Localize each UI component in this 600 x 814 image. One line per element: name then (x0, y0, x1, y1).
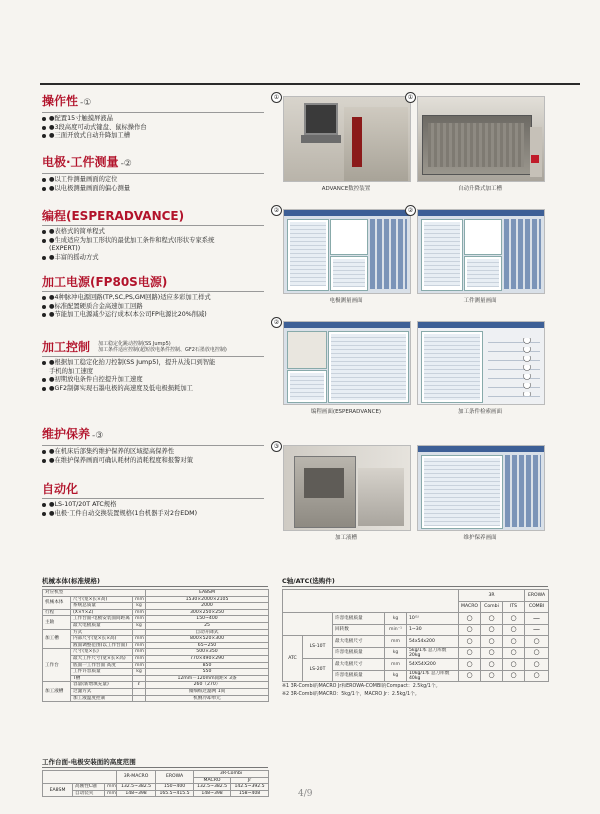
table-cell: 最大电极尺寸 (333, 659, 385, 671)
bullet-item: ●三面开放式自动升降加工槽 (42, 132, 264, 141)
table-cell: kg (385, 647, 407, 659)
table-group-cell: 机械本体 (43, 596, 71, 609)
table-row (283, 659, 549, 671)
table-row (43, 695, 269, 702)
figure-number: ② (405, 205, 416, 216)
maintenance-screen (417, 445, 545, 531)
table-cell: kg (133, 669, 146, 676)
support-mark: ○ (481, 647, 503, 659)
support-mark: ○ (481, 670, 503, 682)
divider (42, 586, 268, 587)
table-cell: Combi (481, 601, 503, 613)
table-cell: 54X54X200 (407, 659, 459, 671)
figure-caption: 工件测量画面 (463, 298, 497, 304)
support-mark: ○ (525, 670, 549, 682)
table-cell: 尺寸(宽×长) (71, 649, 133, 656)
table-cell (43, 771, 117, 784)
support-mark: ○ (481, 659, 503, 671)
divider (42, 767, 268, 768)
support-mark: ○ (481, 613, 503, 625)
table-cell: 最大电极质量 (71, 622, 133, 629)
table-cell: min⁻¹ (385, 624, 407, 636)
table-cell: 回转数 (333, 624, 385, 636)
table-row (43, 590, 269, 597)
figure-caption: 加工条件检索画面 (457, 409, 502, 415)
table-cell: 内部尺寸(宽×长×高) (71, 636, 133, 643)
table-cell: 过滤方式 (71, 688, 133, 695)
machine-spec-table (42, 589, 269, 702)
table-cell: 12mm－120mm间距× 3条 (146, 675, 269, 682)
support-mark: — (525, 613, 549, 625)
bullet-item: ●根据加工稳定化抬刀控制(SS Jump5)，提升从浅口到智能 (42, 359, 264, 368)
table-row (43, 622, 269, 629)
table-cell: EROWA (525, 590, 549, 602)
table-cell: 3R (459, 590, 525, 602)
figure-ref: -① (80, 98, 92, 108)
table-group-cell: 加工槽 (43, 629, 71, 649)
table-row (43, 636, 269, 643)
support-mark: ○ (459, 647, 481, 659)
table-cell: mm (385, 636, 407, 648)
table-row (283, 590, 549, 602)
table-group-cell: 行程 (43, 609, 71, 616)
page-number: 4/9 (298, 789, 313, 799)
table-cell: EA8SM (146, 590, 269, 597)
section-measure (42, 155, 264, 193)
figure-ref: -③ (92, 431, 104, 441)
table-cell: 54x54x200 (407, 636, 459, 648)
c-table-title: C轴/ATC(选购件) (282, 577, 335, 585)
table-cell: 5kg/1本 总刀库数20kg (407, 647, 459, 659)
table-cell: 158~408 (231, 790, 269, 797)
bullet-item: ●以工件测量画面的定位 (42, 176, 264, 185)
table-cell: mm (133, 596, 146, 603)
table-row (43, 662, 269, 669)
table-cell: LS-10T (303, 636, 333, 659)
table-cell: kg (385, 613, 407, 625)
figure-caption: 编程画面(ESPERADVANCE) (310, 409, 382, 415)
section-title (42, 155, 264, 172)
table-cell: EA8SM (43, 784, 73, 797)
figure-caption: ADVANCE数控装置 (321, 186, 371, 192)
section-title (42, 94, 264, 111)
table-cell: mm (133, 609, 146, 616)
divider (42, 225, 264, 226)
bullet-continuation: (EXPERT)) (49, 245, 81, 253)
spec-table-title: 机械本体(标准规格) (42, 577, 100, 585)
height-table-title: 工作台面-电极安装面的高度范围 (42, 758, 136, 766)
bullet-item: ●生成适应为加工形状的最优加工条件和程式(形状专家系统 (42, 237, 264, 246)
title-text: 维护保养 (42, 427, 91, 441)
bullet-item: ●3段高度可动式键盘、鼠标操作台 (42, 124, 264, 133)
divider (42, 173, 264, 174)
section-automation (42, 482, 264, 518)
table-cell: 10kg/1本 总刀库数40kg (407, 670, 459, 682)
table-cell: 加工液温度控制 (71, 695, 133, 702)
section-title: 自动化 (42, 482, 79, 496)
table-row (43, 771, 269, 778)
table-row (43, 669, 269, 676)
table-cell: ℓ (133, 682, 146, 689)
title-text: 电极·工件测量 (42, 155, 119, 169)
figure-number: ① (271, 92, 282, 103)
section-title: 加工电源(FP80S电源) (42, 275, 168, 289)
programming-screen (283, 321, 411, 405)
height-range-table (42, 770, 269, 797)
figure-caption: 维护保养画面 (463, 535, 497, 541)
figure-caption: 加工液槽 (334, 535, 357, 541)
table-cell: 3R-Combi (194, 771, 269, 778)
table-cell (133, 675, 146, 682)
control-tag: 加工稳定化跳动控制(SS Jump5) (98, 341, 171, 347)
table-cell: 2000 (146, 603, 269, 610)
table-row (283, 636, 549, 648)
table-cell: MACRO (459, 601, 481, 613)
table-cell: 850 (146, 662, 269, 669)
table-cell: 148~398 (117, 790, 156, 797)
table-group-cell: 加工液槽 (43, 682, 71, 702)
table-cell: MACRO (194, 777, 231, 784)
condition-search-screen (417, 321, 545, 405)
table-cell: 方式 (71, 629, 133, 636)
bullet-continuation: 手机的加工速度 (49, 367, 94, 375)
section-maintenance (42, 427, 264, 465)
bullet-item: ●电极·工件自动交换装置规格(1台机器手对2台EDM) (42, 510, 264, 519)
table-footnote: ※2 3R-Combi的MACRO：5kg/1个，MACRO Jr：2.5kg/1个。 (282, 692, 420, 697)
divider (42, 112, 264, 113)
table-cell: 系统总质量 (71, 603, 133, 610)
support-mark: ○ (459, 613, 481, 625)
table-cell: 550 (146, 669, 269, 676)
table-cell: 165.5~415.5 (156, 790, 194, 797)
figure-number: ③ (271, 441, 282, 452)
table-cell: COMBI (525, 601, 549, 613)
figure-number: ② (271, 205, 282, 216)
table-cell: 132.5~382.5 (117, 784, 156, 791)
table-row (43, 688, 269, 695)
workpiece-screen (417, 209, 545, 294)
support-mark: — (525, 624, 549, 636)
control-tags (98, 341, 227, 353)
table-row (43, 616, 269, 623)
bullet-item: ●以电极测量画面的偏心测量 (42, 185, 264, 194)
section-title: 编程(ESPERADVANCE) (42, 209, 185, 223)
table-cell: 10⁽¹⁾ (407, 613, 459, 625)
bullet-item: ●在机床后部集约维护保养的区域提高保养性 (42, 448, 264, 457)
bullet-item: ●标准配置硬质合金高速加工回路 (42, 303, 264, 312)
table-cell: 高刚性C轴 (73, 784, 105, 791)
table-cell (133, 695, 146, 702)
table-cell: 尺寸(宽×长×高) (71, 596, 133, 603)
section-title: 加工控制 (42, 340, 91, 354)
support-mark: ○ (481, 636, 503, 648)
table-cell: 液面调整范围(以工作台面) (71, 642, 133, 649)
table-row (43, 682, 269, 689)
table-cell: 260（270） (146, 682, 269, 689)
bullet-item: ●4种脉冲电源回路(TP,SC,PS,GM回路)适应多彩加工样式 (42, 294, 264, 303)
table-footnote: ※1 3R-Combi的MACRO Jr和EROWA-COMBI的Compact：2.5kg/1个。 (282, 684, 441, 689)
tank-photo (417, 96, 545, 182)
table-cell: kg (385, 670, 407, 682)
table-cell: EROWA (156, 771, 194, 784)
section-title (42, 427, 264, 444)
support-mark: ○ (525, 636, 549, 648)
support-mark: ○ (481, 624, 503, 636)
table-cell: 工作台面-电极安装面间距离 (71, 616, 133, 623)
table-cell: mm (105, 790, 117, 797)
divider (42, 498, 264, 499)
table-row (43, 675, 269, 682)
table-row (43, 609, 269, 616)
table-cell: T槽 (71, 675, 133, 682)
table-cell: kg (133, 603, 146, 610)
nc-unit-photo (283, 96, 411, 182)
support-mark: ○ (503, 624, 525, 636)
top-rule (40, 83, 580, 85)
table-cell: 1~30 (407, 624, 459, 636)
table-cell: 微细纸过滤网 1筒 (146, 688, 269, 695)
table-cell: 最大电极尺寸 (333, 636, 385, 648)
table-cell: 800×520×300 (146, 636, 269, 643)
table-row (43, 655, 269, 662)
table-cell: 770×490×290 (146, 655, 269, 662)
support-mark: ○ (525, 647, 549, 659)
section-programming (42, 209, 264, 262)
table-row (43, 790, 269, 797)
table-row (43, 784, 269, 791)
table-cell: 300×250×250 (146, 609, 269, 616)
table-cell: 65~250 (146, 642, 269, 649)
support-mark: ○ (503, 636, 525, 648)
support-mark: ○ (503, 659, 525, 671)
title-text: 操作性 (42, 94, 79, 108)
table-cell (133, 629, 146, 636)
table-cell: mm (133, 662, 146, 669)
table-cell: mm (133, 649, 146, 656)
table-cell: ATC (283, 636, 303, 682)
support-mark: ○ (503, 670, 525, 682)
table-cell: 自动装夹 (73, 790, 105, 797)
table-row (283, 613, 549, 625)
table-cell: 132.5~382.5 (194, 784, 231, 791)
section-power-supply (42, 275, 264, 320)
figure-caption: 电极测量画面 (329, 298, 363, 304)
table-cell: 许容电极质量 (333, 613, 385, 625)
table-cell: 工件许容质量 (71, 669, 133, 676)
table-cell: 最大工件尺寸(宽×长×高) (71, 655, 133, 662)
electrode-screen (283, 209, 411, 294)
figure-caption: 自动升降式加工槽 (457, 186, 502, 192)
table-cell (283, 590, 459, 613)
c-axis-atc-table (282, 589, 549, 682)
table-cell: kg (133, 622, 146, 629)
table-cell: 150~400 (156, 784, 194, 791)
table-cell: 许容电极质量 (333, 670, 385, 682)
divider (42, 356, 264, 357)
support-mark: ○ (459, 670, 481, 682)
support-mark: ○ (459, 636, 481, 648)
table-cell: 容量(新增填充量) (71, 682, 133, 689)
table-cell: mm (133, 616, 146, 623)
table-group-cell: 工作台 (43, 649, 71, 682)
table-cell (283, 613, 333, 636)
table-cell: mm (385, 659, 407, 671)
table-cell: Jr (231, 777, 269, 784)
table-cell: mm (133, 642, 146, 649)
section-operation (42, 94, 264, 141)
figure-ref: -② (120, 159, 132, 169)
table-cell: 3R-MACRO (117, 771, 156, 784)
figure-number: ① (405, 92, 416, 103)
control-tag: 加工条件适应控制(超短放电条件控制、GF2石墨放电控制) (98, 347, 227, 353)
bullet-item: ●配置15寸触摸屏液晶 (42, 115, 264, 124)
bullet-item: ●初期放电条件自控提升加工速度 (42, 376, 264, 385)
bullet-item: ●LS-10T/20T ATC规格 (42, 501, 264, 510)
table-cell: 许容电极质量 (333, 647, 385, 659)
support-mark: ○ (459, 659, 481, 671)
table-row (43, 603, 269, 610)
table-row (43, 596, 269, 603)
table-cell (133, 688, 146, 695)
table-group-cell: 主轴 (43, 616, 71, 629)
bullet-item: ●在维护保养画面可确认耗材的消耗程度和报警对策 (42, 457, 264, 466)
table-cell: 底面一工作台面 高度 (71, 662, 133, 669)
support-mark: ○ (503, 647, 525, 659)
table-row (43, 629, 269, 636)
divider (42, 291, 264, 292)
divider (282, 586, 548, 587)
table-cell: mm (133, 655, 146, 662)
table-cell: mm (133, 636, 146, 643)
support-mark: ○ (525, 659, 549, 671)
table-cell: 142.5~392.5 (231, 784, 269, 791)
table-row (43, 642, 269, 649)
table-cell: 500×350 (146, 649, 269, 656)
table-cell: 自动升降式 (146, 629, 269, 636)
table-cell: mm (105, 784, 117, 791)
table-cell: 25 (146, 622, 269, 629)
support-mark: ○ (459, 624, 481, 636)
bullet-item: ●GF2制御实现石墨电极的高速度及低电极损耗加工 (42, 385, 264, 394)
fluid-tank-photo (283, 445, 411, 531)
bullet-item: ●表格式的简单程式 (42, 228, 264, 237)
table-cell: LS-20T (303, 659, 333, 682)
table-cell: 1530×2000×2105 (146, 596, 269, 603)
figure-number: ② (271, 317, 282, 328)
bullet-item: ●丰富的摇动方式 (42, 254, 264, 263)
table-cell: 对应机型 (43, 590, 146, 597)
divider (42, 445, 264, 446)
table-cell: 机侧冷却单元 (146, 695, 269, 702)
table-cell: ITS (503, 601, 525, 613)
bullet-item: ●节能加工电源减少运行成本(本公司FP电源比20%削减) (42, 311, 264, 320)
table-row (43, 649, 269, 656)
support-mark: ○ (503, 613, 525, 625)
table-cell: (X×Y×Z) (71, 609, 133, 616)
table-cell: 150~400 (146, 616, 269, 623)
table-cell: 148~398 (194, 790, 231, 797)
